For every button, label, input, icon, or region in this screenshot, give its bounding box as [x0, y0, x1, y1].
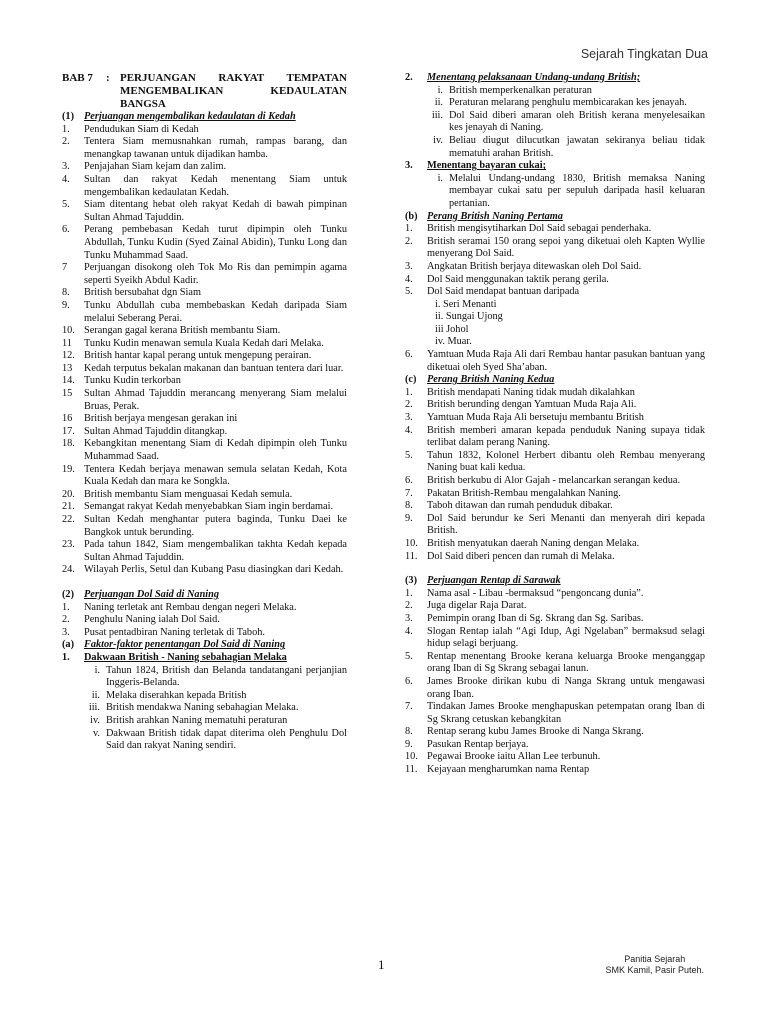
item-text: Angkatan British berjaya ditewaskan oleh Dol Said.: [427, 260, 642, 272]
item-number: 11.: [405, 550, 418, 562]
list-item: [405, 387, 705, 400]
item-number: 3.: [62, 161, 70, 173]
item-number: 8.: [62, 287, 70, 299]
chapter-title: PERJUANGAN RAKYAT TEMPATAN MENGEMBALIKAN KEDAULATAN BANGSA: [120, 72, 347, 110]
factor-heading: [405, 72, 705, 85]
section-heading: [62, 589, 347, 602]
list-item: [405, 600, 705, 613]
item-text: Tahun 1832, Kolonel Herbert dibantu oleh Rembau menyerang Naning buat kali kedua.: [427, 449, 705, 474]
left-column: [62, 72, 347, 753]
list-item: [76, 728, 347, 753]
list-item: [419, 110, 705, 135]
list-item: [405, 425, 705, 450]
item-text: Yamtuan Muda Raja Ali dari Rembau hantar pasukan bantuan yang diketuai oleh Syed Sha’aban.: [427, 349, 705, 373]
item-number: 8.: [405, 726, 413, 738]
factor-number: 1.: [62, 651, 70, 663]
item-text: Naning terletak ant Rembau dengan negeri Melaka.: [84, 601, 297, 613]
list-item: [62, 627, 347, 640]
item-text: Dol Said diberi pencen dan rumah di Melaka.: [427, 550, 615, 562]
item-number: iv.: [433, 134, 443, 146]
item-number: 5.: [405, 449, 413, 461]
list-item: [405, 286, 705, 299]
item-number: i.: [437, 84, 443, 96]
list-item: [76, 665, 347, 690]
item-number: 1.: [405, 223, 413, 235]
item-text: Melaka diserahkan kepada British: [106, 689, 247, 701]
item-text: Pegawai Brooke iaitu Allan Lee terbunuh.: [427, 751, 601, 763]
item-text: British seramai 150 orang sepoi yang diketuai oleh Kapten Wyllie menyerang Dol Said.: [427, 235, 705, 260]
list-item: [62, 174, 347, 199]
second-war-list: [405, 387, 705, 563]
item-text: Kejayaan mengharumkan nama Rentap: [427, 764, 590, 776]
factor-title: Dakwaan British - Naning sebahagian Melaka: [84, 651, 287, 663]
section-number: (2): [62, 588, 75, 600]
list-item: [405, 450, 705, 475]
item-text: Penghulu Naning ialah Dol Said.: [84, 614, 220, 626]
item-text: Pakatan British-Rembau mengalahkan Naning.: [427, 487, 621, 499]
list-item: [405, 739, 705, 752]
item-text: Tindakan James Brooke menghapuskan petempatan orang Iban di Sg Skrang cetuskan kebangkitan: [427, 701, 705, 725]
subsection-title: Faktor-faktor penentangan Dol Said di Naning: [84, 639, 286, 651]
item-number: 8.: [405, 500, 413, 512]
footer-line-2: SMK Kamil, Pasir Puteh.: [605, 965, 704, 975]
item-number: 21.: [62, 501, 75, 513]
chapter-colon: :: [106, 72, 110, 84]
list-item: [62, 614, 347, 627]
section-number: (3): [405, 575, 418, 587]
item-number: i.: [437, 172, 443, 184]
helper-item: iv. Muar.: [435, 336, 472, 348]
list-item: [405, 500, 705, 513]
factor-number: 3.: [405, 160, 413, 172]
item-number: 22.: [62, 514, 75, 525]
item-number: iii.: [431, 109, 443, 121]
item-text: Dol Said diberi amaran oleh British kerana menyelesaikan kes jenayah di Naning.: [449, 109, 705, 134]
item-text: Siam ditentang hebat oleh rakyat Kedah di bawah pimpinan Sultan Ahmad Tajuddin.: [84, 199, 347, 223]
item-number: iii.: [88, 702, 100, 714]
item-number: 6.: [405, 675, 413, 687]
list-item: [62, 338, 347, 351]
section-heading: [62, 111, 347, 124]
list-item: [405, 236, 705, 261]
item-number: 3.: [405, 612, 413, 624]
item-text: Wilayah Perlis, Setul dan Kubang Pasu diasingkan dari Kedah.: [84, 564, 344, 576]
item-number: 7: [62, 262, 68, 274]
item-number: iv.: [90, 714, 100, 726]
kedah-list: [62, 124, 347, 577]
list-item: [62, 602, 347, 615]
list-item: [405, 551, 705, 564]
list-item: [62, 388, 347, 413]
list-item: [405, 513, 705, 538]
item-text: Slogan Rentap ialah “Agi Idup, Agi Ngelaban” bermaksud selagi hidup selagi berjuang.: [427, 625, 705, 650]
helper-item: ii. Sungai Ujong: [435, 311, 503, 323]
footer-line-1: Panitia Sejarah: [624, 954, 686, 964]
item-text: Rentap menentang Brooke kerana keluarga Brooke menganggap orang Iban di Sg Skrang sebagai lanun.: [427, 650, 705, 675]
list-item: [62, 363, 347, 376]
item-text: Dol Said menggunakan taktik perang gerila.: [427, 273, 609, 285]
item-number: 11.: [405, 764, 418, 776]
subsection-number: (b): [405, 210, 418, 222]
list-item: [62, 514, 347, 539]
section-heading: [405, 575, 705, 588]
item-number: 5.: [405, 650, 413, 662]
subsection-heading: [405, 211, 705, 224]
item-text: Nama asal - Libau -bermaksud “pengoncang dunia”.: [427, 587, 644, 599]
item-number: 1.: [405, 587, 413, 599]
list-item: [405, 412, 705, 425]
item-number: 4.: [62, 173, 70, 185]
footer-credit: [605, 954, 704, 976]
item-text: Tentera Kedah berjaya menawan semula selatan Kedah, Kota Kuala Kedah dan mara ke Songkla.: [84, 463, 347, 488]
item-number: 2.: [405, 235, 413, 247]
item-text: British arahkan Naning mematuhi peraturan: [106, 714, 288, 726]
item-number: 4.: [405, 273, 413, 285]
item-text: Beliau diugut dilucutkan jawatan sekiranya beliau tidak mematuhi arahan British.: [449, 134, 705, 159]
list-item: [405, 488, 705, 501]
item-number: 13: [62, 362, 73, 374]
item-number: 1.: [62, 123, 70, 135]
item-number: 7.: [405, 701, 413, 713]
item-number: 2.: [62, 136, 70, 148]
item-number: i.: [94, 664, 100, 676]
item-number: 1.: [405, 386, 413, 398]
item-number: 16: [62, 413, 73, 425]
list-item: [62, 161, 347, 174]
list-item: [405, 726, 705, 739]
factor-1-list: [62, 665, 347, 753]
item-text: British berjaya mengesan gerakan ini: [84, 413, 238, 425]
list-item: [419, 97, 705, 110]
item-number: 9.: [62, 299, 70, 311]
list-item: [405, 349, 705, 374]
item-text: Pemimpin orang Iban di Sg. Skrang dan Sg. Saribas.: [427, 612, 644, 624]
helpers-list: [405, 299, 705, 349]
item-number: 9.: [405, 512, 413, 524]
item-text: Juga digelar Raja Darat.: [427, 600, 527, 612]
item-number: 14.: [62, 375, 75, 387]
item-number: ii.: [434, 97, 443, 109]
item-text: Tahun 1824, British dan Belanda tandatangani perjanjian Inggeris-Belanda.: [106, 664, 347, 689]
item-text: British mendakwa Naning sebahagian Melaka.: [106, 702, 299, 714]
item-text: British mengisytiharkan Dol Said sebagai penderhaka.: [427, 223, 652, 235]
chapter-number: BAB 7: [62, 72, 93, 84]
item-number: 2.: [405, 399, 413, 411]
item-text: British hantar kapal perang untuk mengepung perairan.: [84, 350, 312, 362]
page-number: 1: [378, 957, 385, 972]
right-column: [405, 72, 705, 777]
item-text: Rentap serang kubu James Brooke di Nanga Skrang.: [427, 726, 644, 738]
item-text: Dol Said mendapat bantuan daripada: [427, 286, 580, 298]
list-item: [405, 751, 705, 764]
factor-heading: [62, 652, 347, 665]
item-text: Tunku Kudin menawan semula Kuala Kedah dari Melaka.: [84, 337, 324, 349]
list-item: [62, 489, 347, 502]
item-number: 2.: [405, 600, 413, 612]
list-item: [62, 426, 347, 439]
list-item: [405, 223, 705, 236]
list-item: [76, 702, 347, 715]
list-item: [62, 124, 347, 137]
naning-intro-list: [62, 602, 347, 640]
list-item: [62, 262, 347, 287]
list-item: [62, 287, 347, 300]
list-item: [62, 375, 347, 388]
item-text: Sultan Kedah menghantar putera baginda, Tunku Daei ke Bangkok untuk berunding.: [84, 514, 347, 538]
item-text: Yamtuan Muda Raja Ali bersetuju membantu British: [427, 412, 644, 424]
subsection-heading: [62, 639, 347, 652]
list-item: [62, 350, 347, 363]
list-item: [62, 539, 347, 564]
item-text: Pasukan Rentap berjaya.: [427, 738, 529, 750]
item-text: British berunding dengan Yamtuan Muda Raja Ali.: [427, 399, 637, 411]
section-title: Perjuangan mengembalikan kedaulatan di Kedah: [84, 111, 296, 122]
item-number: 10.: [62, 325, 75, 337]
item-text: Kedah terputus bekalan makanan dan bantuan tentera dari luar.: [84, 362, 344, 374]
item-number: 3.: [405, 260, 413, 272]
chapter-heading: [62, 72, 347, 111]
item-number: 4.: [405, 424, 413, 436]
factor-number: 2.: [405, 72, 413, 83]
subsection-title: Perang British Naning Kedua: [427, 374, 555, 386]
page-header-title: Sejarah Tingkatan Dua: [580, 47, 708, 61]
item-number: 2.: [62, 614, 70, 626]
section-number: (1): [62, 111, 75, 122]
item-text: Pada tahun 1842, Siam mengembalikan takhta Kedah kepada Sultan Ahmad Tajuddin.: [84, 539, 347, 563]
item-number: 9.: [405, 738, 413, 750]
item-text: Perjuangan disokong oleh Tok Mo Ris dan pemimpin agama seperti Syeikh Abdul Kadir.: [84, 262, 347, 286]
item-number: 12.: [62, 350, 75, 362]
item-text: British berkubu di Alor Gajah - melancarkan serangan kedua.: [427, 475, 681, 486]
item-text: British bersubahat dgn Siam: [84, 287, 201, 299]
list-item: [62, 501, 347, 514]
item-text: James Brooke dirikan kubu di Nanga Skrang untuk mengawasi orang Iban.: [427, 675, 705, 700]
factor-title: Menentang pelaksanaan Undang-undang British;: [427, 72, 641, 83]
item-number: 5.: [62, 199, 70, 211]
subsection-title: Perang British Naning Pertama: [427, 210, 563, 222]
item-text: British memberi amaran kepada penduduk Naning supaya tidak terlibat dalam perang Naning.: [427, 424, 705, 449]
list-item: [405, 261, 705, 274]
factor-3-list: [405, 173, 705, 211]
list-item: [405, 475, 705, 488]
factor-title: Menentang bayaran cukai;: [427, 160, 546, 172]
item-text: Melalui Undang-undang 1830, British memaksa Naning membayar cukai satu per sepuluh daripada hasil keluaran pertanian.: [449, 172, 705, 209]
item-text: Dol Said berundur ke Seri Menanti dan menyerah diri kepada British.: [427, 512, 705, 537]
list-item: [62, 325, 347, 338]
item-text: Tentera Siam memusnahkan rumah, rampas barang, dan menangkap tawanan untuk dijadikan hamba.: [84, 136, 347, 160]
factor-2-list: [405, 85, 705, 161]
item-number: 3.: [62, 626, 70, 638]
item-number: 18.: [62, 438, 75, 450]
item-text: Tunku Kudin terkorban: [84, 375, 181, 387]
helper-item: i. Seri Menanti: [435, 298, 497, 310]
item-number: 1.: [62, 601, 70, 613]
item-text: Sultan Ahmad Tajuddin merancang menyerang Siam melalui Bruas, Perak.: [84, 388, 347, 412]
helper-item: iii Johol: [435, 323, 469, 335]
list-item: [62, 413, 347, 426]
subsection-number: (c): [405, 374, 417, 386]
item-text: Pusat pentadbiran Naning terletak di Taboh.: [84, 626, 265, 638]
list-item: [62, 300, 347, 325]
list-item: [419, 135, 705, 160]
item-text: Serangan gagal kerana British membantu Siam.: [84, 325, 281, 337]
item-text: Penjajahan Siam kejam dan zalim.: [84, 161, 227, 173]
list-item: [405, 626, 705, 651]
item-text: Dakwaan British tidak dapat diterima oleh Penghulu Dol Said dan rakyat Naning sendiri.: [106, 727, 347, 752]
item-number: 4.: [405, 625, 413, 637]
list-item: [405, 538, 705, 551]
list-item: [62, 438, 347, 463]
list-item: [405, 764, 705, 777]
subsection-number: (a): [62, 639, 75, 651]
subsection-heading: [405, 374, 705, 387]
item-number: v.: [92, 727, 100, 739]
item-number: 20.: [62, 488, 75, 500]
item-number: 19.: [62, 463, 75, 475]
item-text: British membantu Siam menguasai Kedah semula.: [84, 488, 293, 500]
item-number: 17.: [62, 425, 75, 437]
item-text: Peraturan melarang penghulu membicarakan kes jenayah.: [449, 97, 687, 109]
list-item: [405, 676, 705, 701]
list-item: [405, 701, 705, 726]
item-text: Tunku Abdullah cuba membebaskan Kedah daripada Siam melalui Seberang Perai.: [84, 299, 347, 324]
item-number: 15: [62, 388, 73, 400]
item-number: 5.: [405, 286, 413, 298]
item-number: 24.: [62, 564, 75, 576]
list-item: [62, 136, 347, 161]
rentap-list: [405, 588, 705, 777]
item-number: 11: [62, 337, 72, 349]
item-text: Perang pembebasan Kedah turut dipimpin oleh Tunku Abdullah, Tunku Kudin (Syed Zainal Abidin), Tunku Long dan Tunku Muhammad Saad.: [84, 224, 347, 261]
first-war-list: [405, 223, 705, 299]
list-item: [405, 399, 705, 412]
list-item: [62, 224, 347, 262]
item-text: Sultan dan rakyat Kedah menentang Siam untuk mengembalikan kedaulatan Kedah.: [84, 173, 347, 198]
item-number: 6.: [62, 224, 70, 236]
list-item: [419, 85, 705, 98]
list-item: [405, 274, 705, 287]
item-number: 23.: [62, 539, 75, 551]
item-text: British memperkenalkan peraturan: [449, 84, 592, 96]
list-item: [405, 588, 705, 601]
factor-heading: [405, 160, 705, 173]
item-text: British menyatukan daerah Naning dengan Melaka.: [427, 537, 640, 549]
item-number: 6.: [405, 475, 413, 486]
section-title: Perjuangan Rentap di Sarawak: [427, 575, 561, 587]
list-item: [62, 199, 347, 224]
item-number: 6.: [405, 349, 413, 361]
list-item: [76, 690, 347, 703]
item-number: 7.: [405, 487, 413, 499]
list-item: [62, 464, 347, 489]
item-text: Pendudukan Siam di Kedah: [84, 123, 199, 135]
section-title: Perjuangan Dol Said di Naning: [84, 588, 220, 600]
item-text: Semangat rakyat Kedah menyebabkan Siam ingin berdamai.: [84, 501, 334, 513]
item-text: British mendapati Naning tidak mudah dikalahkan: [427, 386, 635, 398]
item-number: 3.: [405, 412, 413, 424]
list-item: [405, 651, 705, 676]
list-item: [405, 613, 705, 626]
list-item: [76, 715, 347, 728]
item-text: Sultan Ahmad Tajuddin ditangkap.: [84, 425, 228, 437]
list-item: [419, 173, 705, 211]
item-number: 10.: [405, 537, 418, 549]
list-item: [62, 564, 347, 577]
item-text: Taboh ditawan dan rumah penduduk dibakar.: [427, 500, 613, 512]
item-text: Kebangkitan menentang Siam di Kedah dipimpin oleh Tunku Muhammad Saad.: [84, 438, 347, 463]
item-number: ii.: [91, 689, 100, 701]
item-number: 10.: [405, 751, 418, 763]
